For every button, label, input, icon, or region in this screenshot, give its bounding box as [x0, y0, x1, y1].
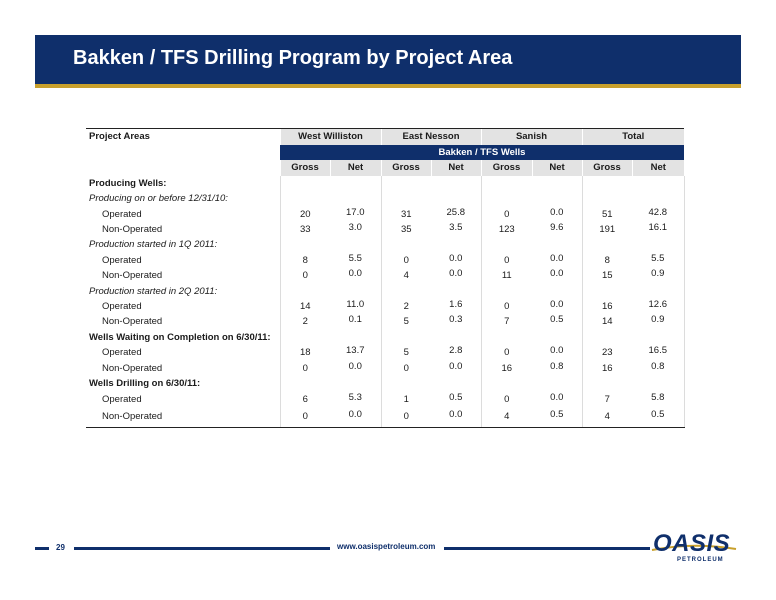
group-header-row: [86, 129, 684, 146]
gross-value: 0: [481, 299, 532, 314]
row-label: Operated: [102, 301, 142, 313]
row-label: Non-Operated: [102, 270, 163, 282]
table-row: [86, 407, 684, 428]
row-label: Operated: [102, 254, 142, 266]
gross-net-header-row: [86, 160, 684, 175]
gross-value: [481, 176, 532, 191]
net-value: 0.0: [431, 359, 481, 374]
gross-value: 4: [582, 407, 632, 428]
group-west-williston: West Williston: [280, 129, 381, 146]
net-value: [632, 328, 684, 343]
net-value: 5.5: [330, 251, 381, 266]
gross-value: [381, 191, 431, 206]
net-value: 0.5: [632, 405, 684, 426]
gross-value: 33: [280, 222, 330, 237]
table-row: [86, 207, 684, 222]
net-value: 0.3: [431, 312, 481, 327]
page-number: 29: [56, 543, 65, 552]
net-value: [330, 374, 381, 389]
net-value: [431, 174, 481, 189]
net-value: 3.0: [330, 220, 381, 235]
net-value: [431, 235, 481, 250]
net-value: [532, 328, 582, 343]
table-row: [86, 284, 684, 299]
table-row: [86, 392, 684, 407]
gross-value: [481, 191, 532, 206]
gross-value: 18: [280, 345, 330, 360]
net-value: [330, 189, 381, 204]
table-row: [86, 253, 684, 268]
table-row: [86, 330, 684, 345]
net-value: [330, 235, 381, 250]
drilling-program-table: [86, 128, 685, 428]
gross-value: 1: [381, 392, 431, 407]
title-bar: [35, 35, 741, 84]
net-value: 1.6: [431, 297, 481, 312]
net-value: 0.8: [532, 359, 582, 374]
footer-line-left: [74, 547, 330, 550]
gross-value: 4: [481, 407, 532, 428]
net-value: 0.0: [532, 205, 582, 220]
band-row: [86, 145, 684, 160]
gross-value: [280, 330, 330, 345]
table-row: [86, 314, 684, 329]
gross-value: 191: [582, 222, 632, 237]
gross-value: 51: [582, 207, 632, 222]
net-value: 0.8: [632, 359, 684, 374]
gold-accent-bar: [35, 84, 741, 88]
gross-header: Gross: [381, 160, 431, 175]
gross-value: [582, 284, 632, 299]
logo-wordmark: OASIS: [653, 530, 731, 557]
net-value: 9.6: [532, 220, 582, 235]
net-value: 0.5: [532, 405, 582, 426]
footer-dash: [35, 547, 49, 550]
gross-header: Gross: [481, 160, 532, 175]
row-label: Operated: [102, 347, 142, 359]
net-value: 11.0: [330, 297, 381, 312]
gross-value: 5: [381, 345, 431, 360]
gross-value: [381, 330, 431, 345]
gross-value: 4: [381, 268, 431, 283]
row-label: Operated: [102, 208, 142, 220]
net-value: 5.8: [632, 390, 684, 405]
net-value: 0.0: [532, 251, 582, 266]
net-value: 0.0: [431, 405, 481, 426]
gross-value: 11: [481, 268, 532, 283]
row-label: Producing on or before 12/31/10:: [89, 193, 228, 205]
gross-value: 123: [481, 222, 532, 237]
net-value: 0.5: [431, 390, 481, 405]
table-row: [86, 222, 684, 237]
gross-value: 8: [280, 253, 330, 268]
gross-value: 35: [381, 222, 431, 237]
slide-title: Bakken / TFS Drilling Program by Project Area: [73, 47, 513, 69]
corner-label: Project Areas: [86, 129, 280, 146]
row-label: Non-Operated: [102, 224, 163, 236]
gross-value: [381, 284, 431, 299]
gross-value: [582, 191, 632, 206]
gross-value: 16: [481, 361, 532, 376]
net-value: 25.8: [431, 205, 481, 220]
net-value: [431, 189, 481, 204]
group-total: Total: [582, 129, 684, 146]
net-value: 0.9: [632, 312, 684, 327]
gross-header: Gross: [280, 160, 330, 175]
net-value: [532, 235, 582, 250]
net-value: [330, 328, 381, 343]
gross-value: [582, 237, 632, 252]
gross-value: 2: [280, 314, 330, 329]
gross-value: 0: [481, 392, 532, 407]
net-value: 0.0: [532, 266, 582, 281]
gross-value: [481, 284, 532, 299]
gross-value: [582, 176, 632, 191]
net-value: [632, 282, 684, 297]
band-label: Bakken / TFS Wells: [280, 145, 684, 160]
gross-value: 0: [381, 253, 431, 268]
net-value: 12.6: [632, 297, 684, 312]
gross-value: 0: [381, 407, 431, 428]
net-header: Net: [532, 160, 582, 175]
gross-value: 7: [582, 392, 632, 407]
gross-value: [582, 376, 632, 391]
net-value: 13.7: [330, 343, 381, 358]
table-row: [86, 191, 684, 206]
net-value: [431, 282, 481, 297]
gross-value: 20: [280, 207, 330, 222]
gross-value: [381, 237, 431, 252]
gross-value: 14: [280, 299, 330, 314]
gross-value: [280, 176, 330, 191]
gross-value: 8: [582, 253, 632, 268]
gross-value: 6: [280, 392, 330, 407]
gross-value: 16: [582, 361, 632, 376]
gross-value: [381, 176, 431, 191]
row-label: Producing Wells:: [89, 177, 167, 189]
table-row: [86, 376, 684, 391]
gross-value: 14: [582, 314, 632, 329]
net-value: 0.9: [632, 266, 684, 281]
gross-value: [280, 237, 330, 252]
group-east-nesson: East Nesson: [381, 129, 481, 146]
gross-value: 16: [582, 299, 632, 314]
net-value: 0.0: [532, 343, 582, 358]
net-value: [431, 374, 481, 389]
table-row: [86, 237, 684, 252]
net-header: Net: [431, 160, 481, 175]
net-value: [632, 174, 684, 189]
gross-value: 0: [381, 361, 431, 376]
row-label: Non-Operated: [102, 362, 163, 374]
gross-value: 0: [481, 207, 532, 222]
net-value: 5.5: [632, 251, 684, 266]
table-row: [86, 361, 684, 376]
gross-value: 0: [280, 361, 330, 376]
net-value: 0.0: [532, 390, 582, 405]
footer-url: www.oasispetroleum.com: [337, 542, 436, 551]
row-label: Wells Waiting on Completion on 6/30/11:: [89, 331, 271, 343]
net-value: 42.8: [632, 205, 684, 220]
row-label: Non-Operated: [86, 407, 280, 428]
table-row: [86, 268, 684, 283]
gross-value: 31: [381, 207, 431, 222]
net-value: [632, 235, 684, 250]
net-value: 5.3: [330, 390, 381, 405]
oasis-logo: [650, 530, 738, 566]
gross-value: 5: [381, 314, 431, 329]
net-value: 16.1: [632, 220, 684, 235]
net-value: [532, 374, 582, 389]
gross-value: 0: [280, 268, 330, 283]
gross-value: 2: [381, 299, 431, 314]
net-header: Net: [330, 160, 381, 175]
gross-value: 0: [280, 407, 330, 428]
table-row: [86, 345, 684, 360]
net-value: 16.5: [632, 343, 684, 358]
logo-subtext: PETROLEUM: [677, 557, 724, 563]
table-row: [86, 299, 684, 314]
gross-value: [481, 330, 532, 345]
net-value: [532, 174, 582, 189]
footer-line-right: [444, 547, 650, 550]
net-value: 0.0: [532, 297, 582, 312]
gross-value: [582, 330, 632, 345]
net-value: [532, 282, 582, 297]
net-value: 0.0: [330, 359, 381, 374]
gross-value: 23: [582, 345, 632, 360]
net-value: 17.0: [330, 205, 381, 220]
gross-header: Gross: [582, 160, 632, 175]
net-value: [532, 189, 582, 204]
net-header: Net: [632, 160, 684, 175]
gross-value: [280, 376, 330, 391]
net-value: 0.1: [330, 312, 381, 327]
gross-value: [481, 237, 532, 252]
row-label: Non-Operated: [102, 316, 163, 328]
net-value: [632, 374, 684, 389]
gross-value: [381, 376, 431, 391]
gross-value: [280, 284, 330, 299]
row-label: Production started in 2Q 2011:: [89, 285, 218, 297]
net-value: [632, 189, 684, 204]
net-value: [431, 328, 481, 343]
row-label: Production started in 1Q 2011:: [89, 239, 218, 251]
net-value: 2.8: [431, 343, 481, 358]
net-value: 0.0: [431, 266, 481, 281]
gross-value: [280, 191, 330, 206]
net-value: [330, 282, 381, 297]
net-value: 0.0: [330, 405, 381, 426]
table-row: [86, 176, 684, 191]
net-value: 3.5: [431, 220, 481, 235]
net-value: 0.0: [330, 266, 381, 281]
net-value: [330, 174, 381, 189]
net-value: 0.0: [431, 251, 481, 266]
row-label: Operated: [102, 393, 142, 405]
gross-value: [481, 376, 532, 391]
gross-value: 7: [481, 314, 532, 329]
net-value: 0.5: [532, 312, 582, 327]
row-label: Wells Drilling on 6/30/11:: [89, 378, 201, 390]
gross-value: 0: [481, 253, 532, 268]
gross-value: 15: [582, 268, 632, 283]
gross-value: 0: [481, 345, 532, 360]
group-sanish: Sanish: [481, 129, 582, 146]
